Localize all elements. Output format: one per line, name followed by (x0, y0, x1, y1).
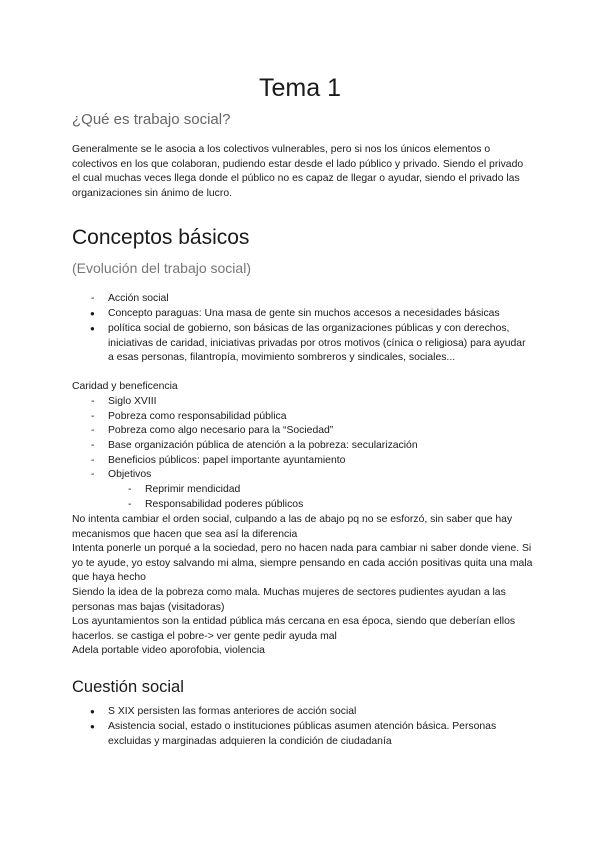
note-paragraph: Siendo la idea de la pobreza como mala. Muchas mujeres de sectores pudientes ayudan a las personas mas bajas (visitadoras) (72, 587, 506, 613)
note-paragraph: Intenta ponerle un porqué a la sociedad, pero no hacen nada para cambiar ni saber donde viene. Si yo te ayude, yo estoy salvando mi alma, siempre pensando en cada acción positivas quita una mala que haya hecho (72, 543, 533, 584)
list-item: Responsabilidad poderes públicos (145, 499, 304, 510)
list-marker: - (128, 484, 132, 495)
list-marker: ● (90, 722, 95, 731)
list-marker: - (91, 425, 95, 436)
note-paragraph: Adela portable video aporofobia, violencia (72, 645, 265, 656)
list-item: S XIX persisten las formas anteriores de acción social (108, 706, 357, 717)
list-item: Siglo XVIII (108, 396, 157, 407)
list-marker: - (128, 499, 132, 510)
section-subheading-evolucion: (Evolución del trabajo social) (72, 260, 251, 276)
list-item: política social de gobierno, son básicas de las organizaciones públicas y con derechos, iniciativas de caridad, iniciativas privadas por otros motivos (cínica o religiosa) para ayudar a esas personas, filantropía, movimiento sombreros y sindicales, sociales... (108, 323, 526, 364)
section-heading-conceptos: Conceptos básicos (72, 226, 250, 249)
list-item: Objetivos (108, 469, 152, 480)
list-item: Reprimir mendicidad (145, 484, 241, 495)
intro-paragraph: Generalmente se le asocia a los colectivos vulnerables, pero si nos los únicos elementos o colectivos en los que colaboran, pudiendo estar desde el lado público y privado. Siendo el privado el cual muchas veces llega donde el público no es capaz de llegar o ayudar, siendo el privado las organizaciones sin ánimo de lucro. (72, 144, 524, 199)
note-paragraph: Los ayuntamientos son la entidad pública más cercana en esa época, siendo que deberían ellos hacerlos. se castiga el pobre-> ver gente pedir ayuda mal (72, 616, 516, 642)
list-item: Concepto paraguas: Una masa de gente sin muchos accesos a necesidades básicas (108, 308, 500, 319)
list-marker: ● (90, 707, 95, 716)
list-marker: - (91, 293, 95, 304)
list-item: Acción social (108, 293, 169, 304)
list-item: Pobreza como algo necesario para la “Sociedad” (108, 425, 334, 436)
list-marker: ● (90, 309, 95, 318)
list-marker: - (91, 396, 95, 407)
list-marker: - (91, 411, 95, 422)
list-marker: ● (90, 324, 95, 333)
list-item: Beneficios públicos: papel importante ayuntamiento (108, 455, 346, 466)
list-item: Pobreza como responsabilidad pública (108, 411, 287, 422)
list-marker: - (91, 469, 95, 480)
note-paragraph: No intenta cambiar el orden social, culpando a las de abajo pq no se esforzó, sin saber que hay mecanismos que hacen que sea así la diferencia (72, 514, 513, 540)
page-subtitle: ¿Qué es trabajo social? (72, 111, 231, 128)
caridad-label: Caridad y beneficencia (72, 381, 178, 392)
list-item: Base organización pública de atención a la pobreza: secularización (108, 440, 418, 451)
list-item: Asistencia social, estado o instituciones públicas asumen atención básica. Personas excluidas y marginadas adquieren la condición de ciudadanía (108, 721, 497, 747)
page-title: Tema 1 (259, 74, 341, 102)
list-marker: - (91, 455, 95, 466)
list-marker: - (91, 440, 95, 451)
section-heading-cuestion: Cuestión social (72, 678, 184, 696)
